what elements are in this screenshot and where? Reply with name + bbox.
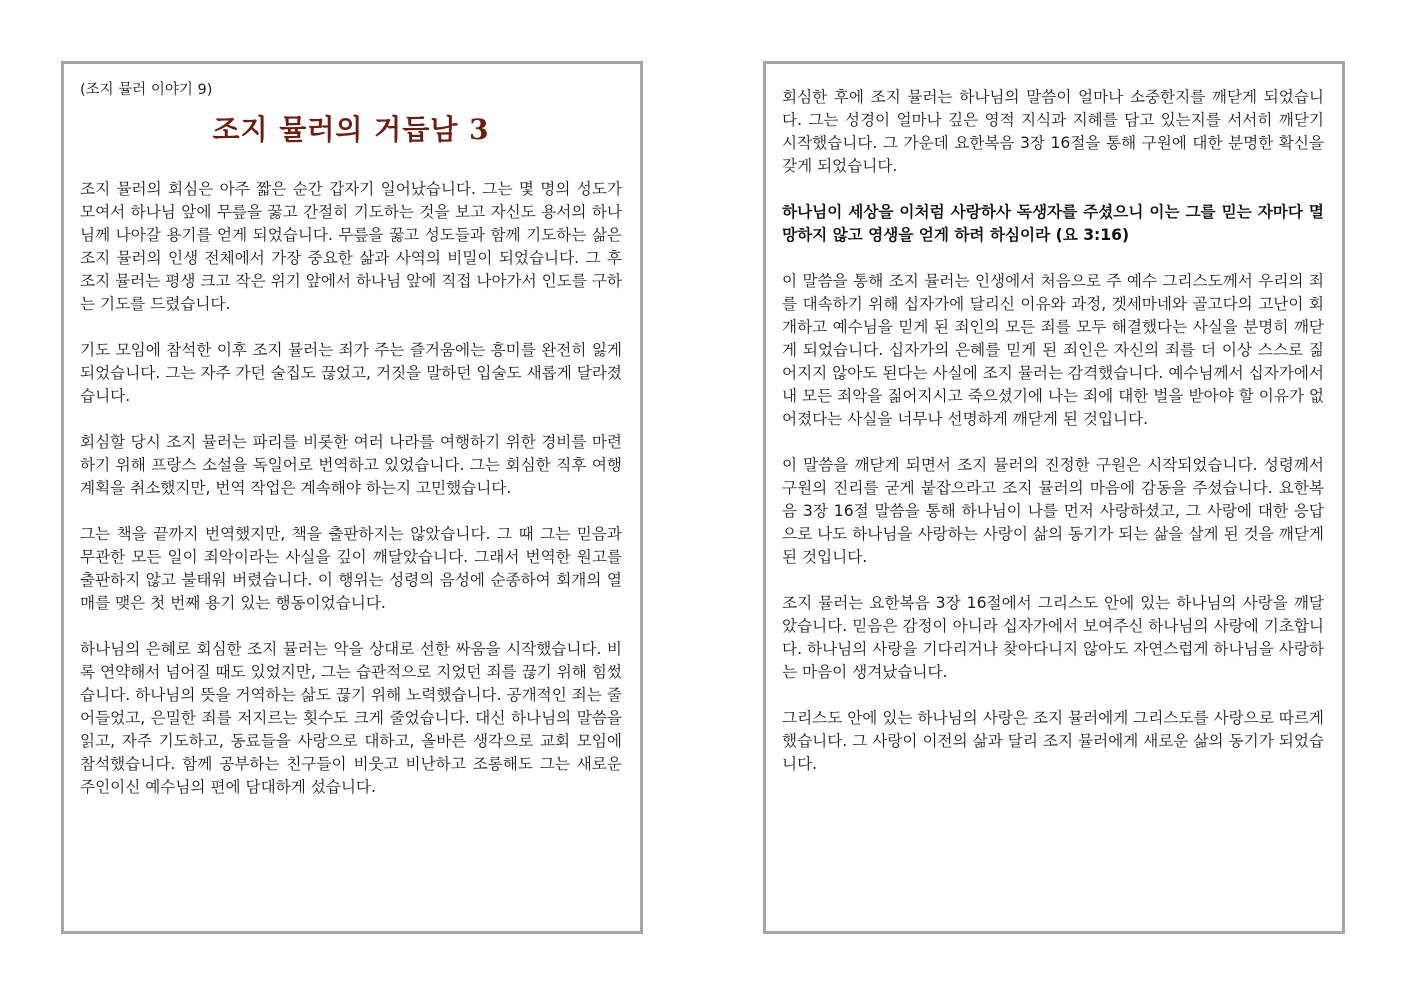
series-label: (조지 뮬러 이야기 9) (80, 82, 213, 98)
left-paragraph-2: 기도 모임에 참석한 이후 조지 뮬러는 죄가 주는 즐거움에는 흥미를 완전히 잃게 되었습니다. 그는 자주 가던 술집도 끊었고, 거짓을 말하던 입술도 새롭게 달라졌습니다. (80, 341, 622, 405)
left-page (61, 61, 643, 934)
page-title: 조지 뮬러의 거듭남 3 (212, 113, 490, 146)
left-paragraph-4: 그는 책을 끝까지 번역했지만, 책을 출판하지는 않았습니다. 그 때 그는 믿음과 무관한 모든 일이 죄악이라는 사실을 깊이 깨달았습니다. 그래서 번역한 원고를 출판하지 않고 불태워 버렸습니다. 이 행위는 성령의 음성에 순종하여 회개의 열매를 맺은 첫 번째 용기 있는 행동이었습니다. (80, 525, 622, 612)
bible-verse: 하나님이 세상을 이처럼 사랑하사 독생자를 주셨으니 이는 그를 믿는 자마다 멸망하지 않고 영생을 얻게 하려 하심이라 (요 3:16) (782, 203, 1324, 244)
right-paragraph-5: 그리스도 안에 있는 하나님의 사랑은 조지 뮬러에게 그리스도를 사랑으로 따르게 했습니다. 그 사랑이 이전의 삶과 달리 조지 뮬러에게 새로운 삶의 동기가 되었습니다. (782, 709, 1324, 773)
right-paragraph-1: 회심한 후에 조지 뮬러는 하나님의 말씀이 얼마나 소중한지를 깨닫게 되었습니다. 그는 성경이 얼마나 깊은 영적 지식과 지혜를 담고 있는지를 서서히 깨닫기 시작했습니다. 그 가운데 요한복음 3장 16절을 통해 구원에 대한 분명한 확신을 갖게 되었습니다. (782, 88, 1324, 175)
left-paragraph-1: 조지 뮬러의 회심은 아주 짧은 순간 갑자기 일어났습니다. 그는 몇 명의 성도가 모여서 하나님 앞에 무릎을 꿇고 간절히 기도하는 것을 보고 자신도 용서의 하나님께 나아갈 용기를 얻게 되었습니다. 무릎을 꿇고 성도들과 함께 기도하는 삶은 조지 뮬러의 인생 전체에서 가장 중요한 삶과 사역의 비밀이 되었습니다. 그 후 조지 뮬러는 평생 크고 작은 위기 앞에서 하나님 앞에 직접 나아가서 인도를 구하는 기도를 드렸습니다. (80, 180, 622, 313)
left-paragraph-5: 하나님의 은혜로 회심한 조지 뮬러는 악을 상대로 선한 싸움을 시작했습니다. 비록 연약해서 넘어질 때도 있었지만, 그는 습관적으로 지었던 죄를 끊기 위해 힘썼습니다. 하나님의 뜻을 거역하는 삶도 끊기 위해 노력했습니다. 공개적인 죄는 줄어들었고, 은밀한 죄를 저지르는 횟수도 크게 줄었습니다. 대신 하나님의 말씀을 읽고, 자주 기도하고, 동료들을 사랑으로 대하고, 올바른 생각으로 교회 모임에 참석했습니다. 함께 공부하는 친구들이 비웃고 비난하고 조롱해도 그는 새로운 주인이신 예수님의 편에 담대하게 섰습니다. (80, 640, 622, 796)
left-paragraph-3: 회심할 당시 조지 뮬러는 파리를 비롯한 여러 나라를 여행하기 위한 경비를 마련하기 위해 프랑스 소설을 독일어로 번역하고 있었습니다. 그는 회심한 직후 여행 계획을 취소했지만, 번역 작업은 계속해야 하는지 고민했습니다. (80, 433, 622, 497)
right-page (763, 61, 1345, 934)
right-paragraph-4: 조지 뮬러는 요한복음 3장 16절에서 그리스도 안에 있는 하나님의 사랑을 깨달았습니다. 믿음은 감정이 아니라 십자가에서 보여주신 하나님의 사랑에 기초합니다. 하나님의 사랑을 기다리거나 찾아다니지 않아도 자연스럽게 하나님을 사랑하는 마음이 생겨났습니다. (782, 594, 1324, 681)
right-paragraph-3: 이 말씀을 깨닫게 되면서 조지 뮬러의 진정한 구원은 시작되었습니다. 성령께서 구원의 진리를 굳게 붙잡으라고 조지 뮬러의 마음에 감동을 주셨습니다. 요한복음 3장 16절 말씀을 통해 하나님이 나를 먼저 사랑하셨고, 그 사랑에 대한 응답으로 나도 하나님을 사랑하는 사랑이 삶의 동기가 되는 삶을 살게 된 것을 깨닫게 된 것입니다. (782, 456, 1324, 566)
right-paragraph-2: 이 말씀을 통해 조지 뮬러는 인생에서 처음으로 주 예수 그리스도께서 우리의 죄를 대속하기 위해 십자가에 달리신 이유와 과정, 겟세마네와 골고다의 고난이 회개하고 예수님을 믿게 된 죄인의 모든 죄를 모두 해결했다는 사실을 분명히 깨닫게 되었습니다. 십자가의 은혜를 믿게 된 죄인은 자신의 죄를 더 이상 스스로 짊어지지 않아도 된다는 사실에 조지 뮬러는 감격했습니다. 예수님께서 십자가에서 내 모든 죄악을 짊어지시고 죽으셨기에 나는 죄에 대한 벌을 받아야 할 이유가 없어졌다는 사실을 너무나 선명하게 깨닫게 된 것입니다. (782, 272, 1324, 428)
